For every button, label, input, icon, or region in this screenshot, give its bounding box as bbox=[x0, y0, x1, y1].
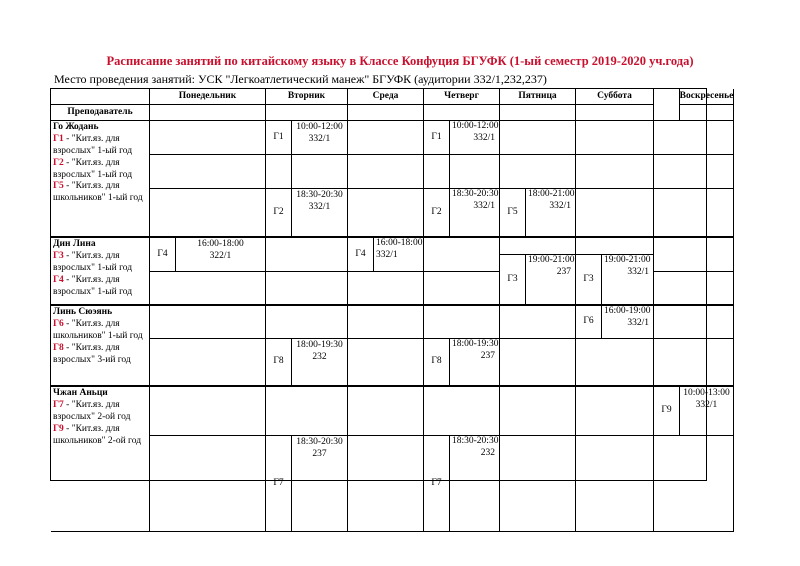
group-code: Г7 bbox=[266, 436, 292, 532]
group-code: Г8 bbox=[266, 339, 292, 387]
group-code: Г2 bbox=[424, 189, 450, 238]
cell bbox=[500, 306, 576, 339]
cell bbox=[654, 189, 734, 238]
header-fri: Пятница bbox=[500, 89, 576, 105]
session-cell: 18:00-19:30 237 bbox=[450, 339, 500, 387]
cell bbox=[348, 436, 424, 532]
cell bbox=[150, 155, 266, 189]
teacher-block-3 bbox=[51, 306, 150, 387]
cell bbox=[150, 105, 266, 121]
schedule-table bbox=[50, 88, 734, 488]
group-code: Г3 bbox=[500, 255, 526, 306]
cell bbox=[266, 238, 348, 272]
session-cell: 18:00-21:00 332/1 bbox=[526, 189, 576, 238]
session-cell: 18:30-20:30 332/1 bbox=[292, 189, 348, 238]
cell bbox=[348, 155, 424, 189]
session-cell: 10:00-12:00 332/1 bbox=[292, 121, 348, 155]
group-desc: Г9 - "Кит.яз. для школьников" 2-ой год bbox=[53, 423, 142, 446]
group-desc: Г4 - "Кит.яз. для взрослых" 1-ый год bbox=[53, 274, 133, 297]
group-desc: Г6 - "Кит.яз. для школьников" 1-ый год bbox=[53, 318, 143, 341]
header-blank bbox=[51, 89, 150, 105]
cell bbox=[654, 436, 734, 532]
group-desc: Г8 - "Кит.яз. для взрослых" 3-ий год bbox=[53, 342, 131, 365]
cell bbox=[266, 272, 348, 306]
session-cell: 18:00-19:30 232 bbox=[292, 339, 348, 387]
cell bbox=[348, 339, 424, 387]
cell bbox=[654, 238, 734, 272]
teacher-block-4 bbox=[51, 387, 150, 532]
cell bbox=[348, 306, 424, 339]
group-desc: Г2 - "Кит.яз. для взрослых" 1-ый год bbox=[53, 157, 133, 180]
header-teacher: Преподаватель bbox=[51, 105, 150, 121]
cell bbox=[150, 339, 266, 387]
cell bbox=[348, 189, 424, 238]
group-desc: Г1 - "Кит.яз. для взрослых" 1-ый год bbox=[53, 133, 133, 156]
cell bbox=[150, 121, 266, 155]
header-thu: Четверг bbox=[424, 89, 500, 105]
cell bbox=[654, 89, 680, 121]
session-cell: 10:00-12:00 332/1 bbox=[450, 121, 500, 155]
cell bbox=[450, 155, 500, 189]
cell bbox=[150, 272, 266, 306]
cell bbox=[500, 121, 576, 155]
cell bbox=[576, 238, 654, 255]
cell bbox=[576, 436, 654, 532]
cell bbox=[680, 105, 734, 121]
cell bbox=[348, 387, 424, 436]
group-desc: Г5 - "Кит.яз. для школьников" 1-ый год bbox=[53, 181, 143, 204]
group-code: Г1 bbox=[266, 121, 292, 155]
group-code: Г9 bbox=[654, 387, 680, 436]
group-code: Г6 bbox=[576, 306, 602, 339]
group-code: Г7 bbox=[424, 436, 450, 532]
cell bbox=[654, 306, 734, 339]
session-cell: 16:00-18:00 322/1 bbox=[176, 238, 266, 272]
teacher-name: Дин Лина bbox=[53, 239, 96, 249]
cell bbox=[150, 436, 266, 532]
cell bbox=[348, 272, 424, 306]
session-cell: 19:00-21:00 237 bbox=[526, 255, 576, 306]
cell bbox=[576, 105, 654, 121]
cell bbox=[424, 306, 500, 339]
group-code: Г8 bbox=[424, 339, 450, 387]
cell bbox=[266, 306, 348, 339]
session-cell: 16:00-19:00 332/1 bbox=[602, 306, 654, 339]
cell bbox=[500, 238, 576, 255]
cell bbox=[266, 155, 292, 189]
session-cell: 19:00-21:00 332/1 bbox=[602, 255, 654, 306]
page-subtitle: Место проведения занятий: УСК "Легкоатлетический манеж" БГУФК (аудитории 332/1,232,237) bbox=[54, 72, 547, 86]
session-cell: 10:00-13:00 332/1 bbox=[680, 387, 734, 436]
header-mon: Понедельник bbox=[150, 89, 266, 105]
cell bbox=[576, 121, 654, 155]
cell bbox=[576, 339, 654, 387]
cell bbox=[500, 339, 576, 387]
session-cell: 18:30-20:30 237 bbox=[292, 436, 348, 532]
header-sat: Суббота bbox=[576, 89, 654, 105]
cell bbox=[150, 189, 266, 238]
cell bbox=[292, 155, 348, 189]
cell bbox=[654, 121, 734, 155]
session-cell: 18:30-20:30 232 bbox=[450, 436, 500, 532]
cell bbox=[348, 121, 424, 155]
group-code: Г2 bbox=[266, 189, 292, 238]
cell bbox=[500, 387, 576, 436]
cell bbox=[424, 387, 500, 436]
group-code: Г5 bbox=[500, 189, 526, 238]
cell bbox=[576, 189, 654, 238]
cell bbox=[348, 105, 424, 121]
cell bbox=[576, 155, 654, 189]
header-tue: Вторник bbox=[266, 89, 348, 105]
cell bbox=[500, 105, 576, 121]
cell bbox=[500, 155, 576, 189]
cell bbox=[424, 272, 500, 306]
cell bbox=[654, 339, 734, 387]
group-code: Г1 bbox=[424, 121, 450, 155]
cell bbox=[266, 105, 348, 121]
cell bbox=[654, 272, 734, 306]
teacher-block-2 bbox=[51, 238, 150, 306]
cell bbox=[500, 436, 576, 532]
cell bbox=[266, 387, 348, 436]
group-desc: Г7 - "Кит.яз. для взрослых" 2-ой год bbox=[53, 399, 131, 422]
page-title: Расписание занятий по китайскому языку в Классе Конфуция БГУФК (1-ый семестр 2019-2020 уч.года) bbox=[106, 54, 694, 68]
cell bbox=[424, 238, 500, 272]
group-code: Г4 bbox=[348, 238, 374, 272]
header-sun: Воскресенье bbox=[680, 89, 734, 105]
group-code: Г4 bbox=[150, 238, 176, 272]
teacher-block-1 bbox=[51, 121, 150, 238]
cell bbox=[654, 155, 734, 189]
teacher-name: Линь Сюэянь bbox=[53, 307, 113, 317]
teacher-name: Чжан Аньци bbox=[53, 388, 108, 398]
header-wed: Среда bbox=[348, 89, 424, 105]
cell bbox=[424, 155, 450, 189]
group-desc: Г3 - "Кит.яз. для взрослых" 1-ый год bbox=[53, 250, 133, 273]
session-cell: 16:00-18:00 332/1 bbox=[374, 238, 424, 272]
cell bbox=[576, 387, 654, 436]
group-code: Г3 bbox=[576, 255, 602, 306]
cell bbox=[424, 105, 500, 121]
session-cell: 18:30-20:30 332/1 bbox=[450, 189, 500, 238]
teacher-name: Го Жодань bbox=[53, 122, 99, 132]
cell bbox=[150, 387, 266, 436]
cell bbox=[150, 306, 266, 339]
